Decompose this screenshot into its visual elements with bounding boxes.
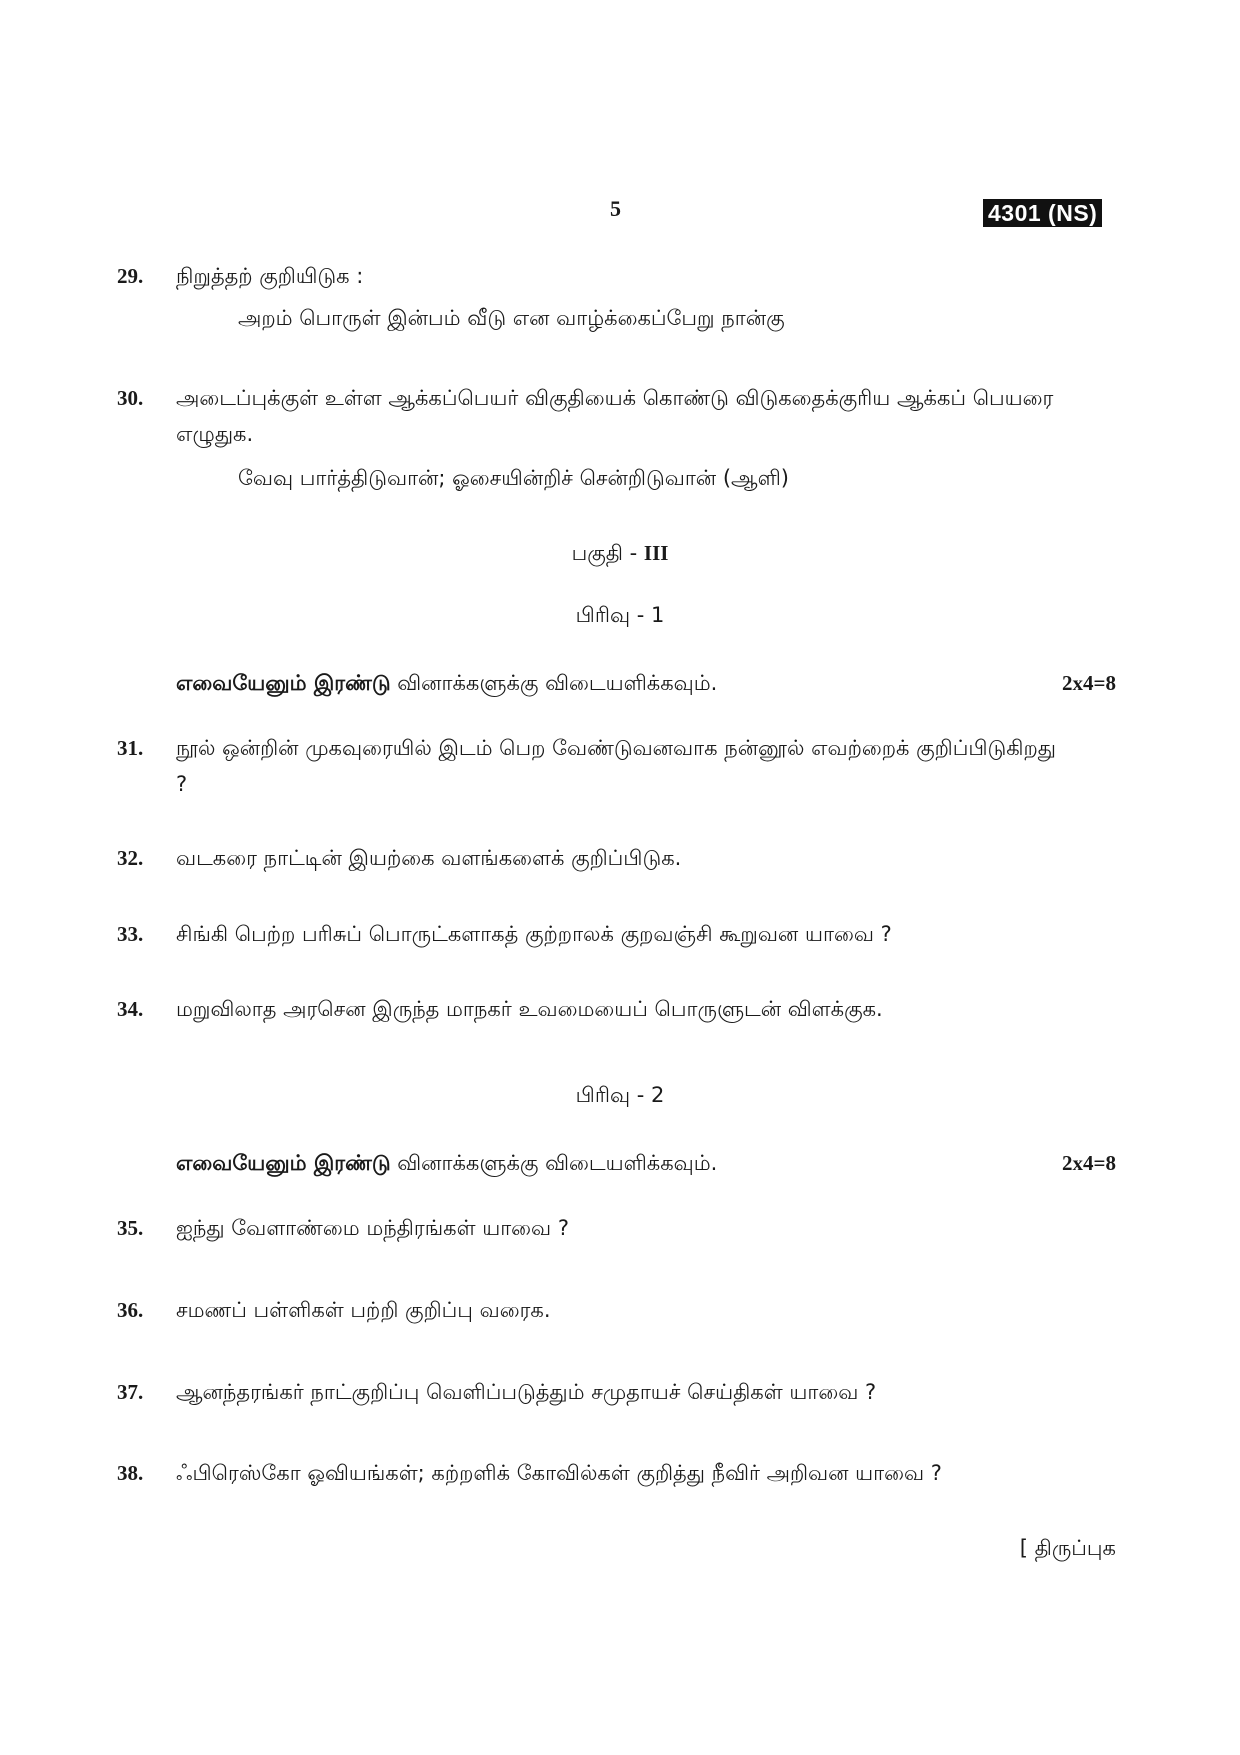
- question-number: 32.: [117, 846, 144, 870]
- instruction-emphasis: எவையேனும் இரண்டு: [176, 1151, 391, 1175]
- section-title: பிரிவு - 2: [575, 1083, 665, 1107]
- part-title-prefix: பகுதி -: [571, 541, 644, 565]
- question-text: சமணப் பள்ளிகள் பற்றி குறிப்பு வரைக.: [176, 1298, 551, 1322]
- section-marks: 2x4=8: [1062, 671, 1116, 695]
- question-text: அடைப்புக்குள் உள்ள ஆக்கப்பெயர் விகுதியைக் கொண்டு விடுகதைக்குரிய ஆக்கப் பெயரை எழுதுக.: [176, 386, 1054, 446]
- section-instruction: [176, 665, 717, 701]
- question-text: வடகரை நாட்டின் இயற்கை வளங்களைக் குறிப்பிடுக.: [176, 846, 682, 870]
- question-text: சிங்கி பெற்ற பரிசுப் பொருட்களாகத் குற்றாலக் குறவஞ்சி கூறுவன யாவை ?: [176, 922, 892, 946]
- instruction-text: வினாக்களுக்கு விடையளிக்கவும்.: [390, 671, 718, 695]
- question-number: 35.: [117, 1216, 144, 1240]
- section-marks: 2x4=8: [1062, 1151, 1116, 1175]
- part-title-roman: III: [643, 541, 669, 565]
- question-number: 34.: [117, 997, 144, 1021]
- question-text: ஐந்து வேளாண்மை மந்திரங்கள் யாவை ?: [176, 1216, 569, 1240]
- question-subtext: வேவு பார்த்திடுவான்; ஓசையின்றிச் சென்றிடுவான் (ஆளி): [238, 466, 789, 490]
- question-text: நிறுத்தற் குறியிடுக :: [176, 264, 364, 288]
- part-title: [0, 535, 1240, 571]
- section-instruction: [176, 1145, 717, 1181]
- question-number: 30.: [117, 386, 144, 410]
- question-number: 29.: [117, 264, 144, 288]
- question-text: மறுவிலாத அரசென இருந்த மாநகர் உவமையைப் பொருளுடன் விளக்குக.: [176, 997, 883, 1021]
- question-text: நூல் ஒன்றின் முகவுரையில் இடம் பெற வேண்டுவனவாக நன்னூல் எவற்றைக் குறிப்பிடுகிறது ?: [176, 736, 1056, 796]
- instruction-emphasis: எவையேனும் இரண்டு: [176, 671, 391, 695]
- page-number: 5: [610, 196, 621, 221]
- question-text: ஆனந்தரங்கர் நாட்குறிப்பு வெளிப்படுத்தும் சமுதாயச் செய்திகள் யாவை ?: [176, 1380, 877, 1404]
- section-title: பிரிவு - 1: [575, 603, 665, 627]
- question-number: 33.: [117, 922, 144, 946]
- question-number: 37.: [117, 1380, 144, 1404]
- question-number: 31.: [117, 736, 144, 760]
- question-text: ஃபிரெஸ்கோ ஓவியங்கள்; கற்றளிக் கோவில்கள் குறித்து நீவிர் அறிவன யாவை ?: [176, 1461, 942, 1485]
- question-number: 36.: [117, 1298, 144, 1322]
- instruction-text: வினாக்களுக்கு விடையளிக்கவும்.: [390, 1151, 718, 1175]
- turn-over-note: [ திருப்புக: [1019, 1536, 1116, 1560]
- question-number: 38.: [117, 1461, 144, 1485]
- question-subtext: அறம் பொருள் இன்பம் வீடு என வாழ்க்கைப்பேறு நான்கு: [238, 306, 785, 330]
- paper-code-badge: 4301 (NS): [983, 199, 1102, 227]
